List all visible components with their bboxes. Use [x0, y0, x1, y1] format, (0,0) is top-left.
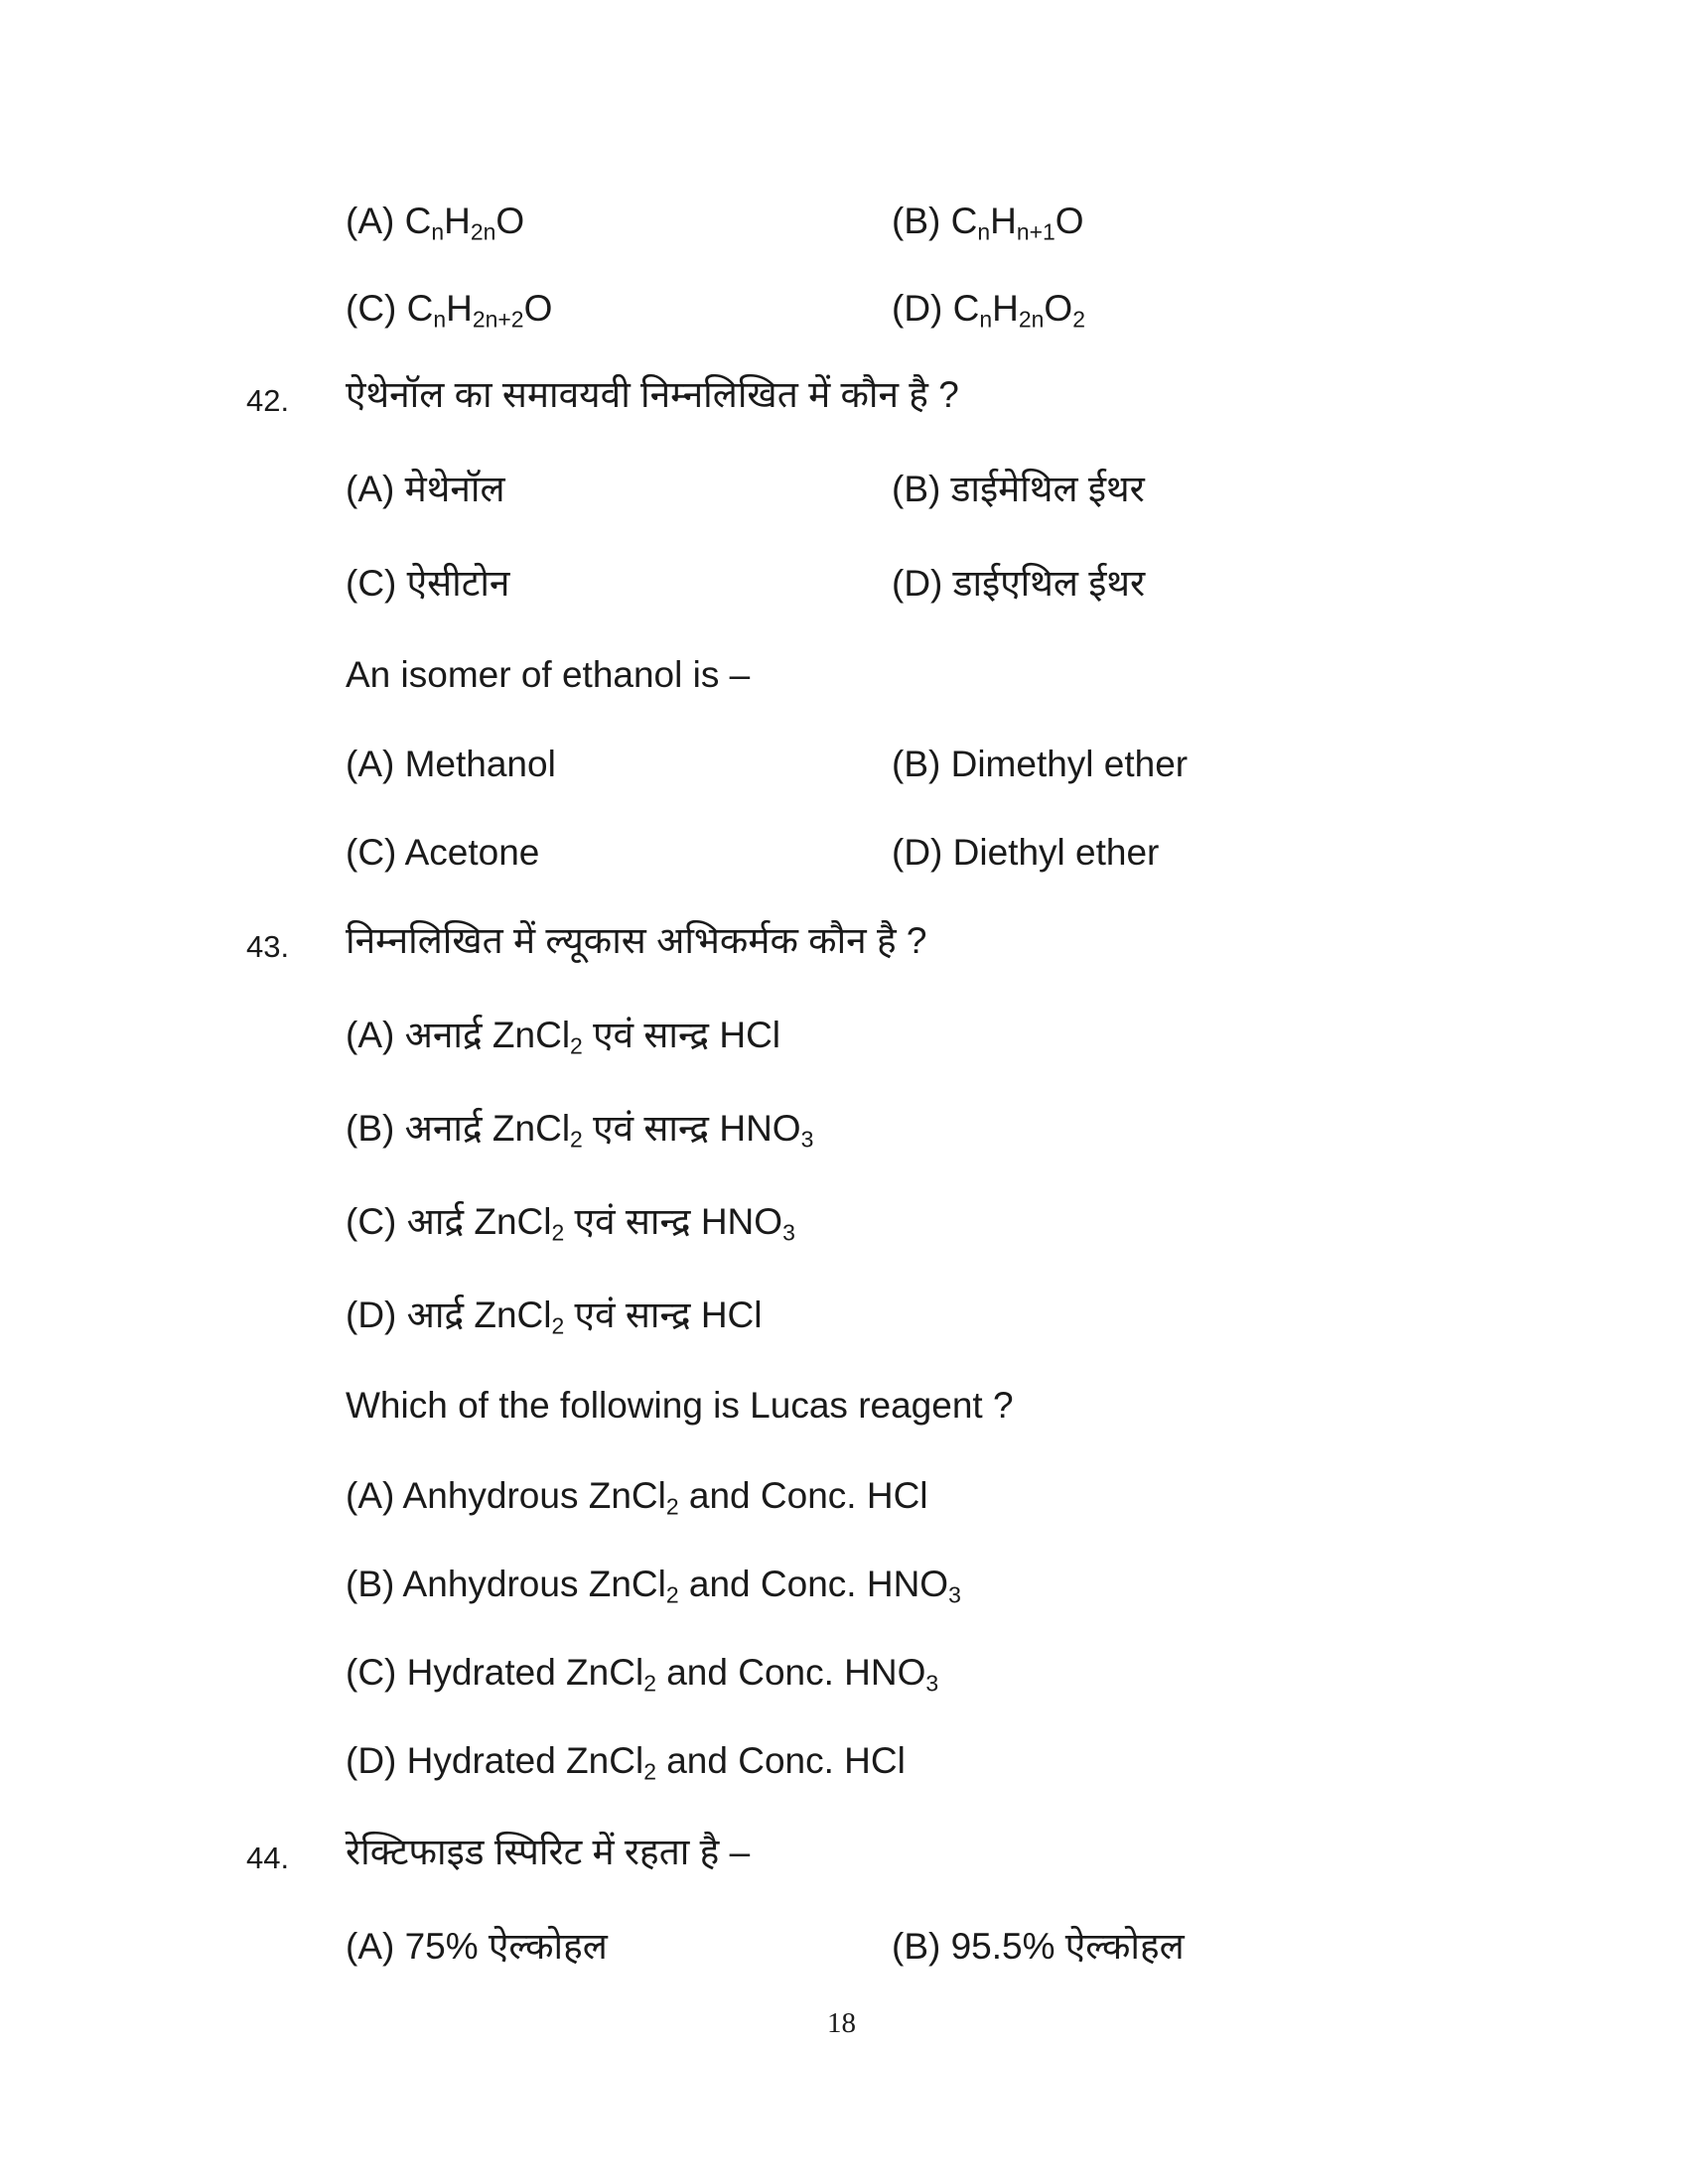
- q42-question-hindi: ऐथेनॉल का समावयवी निम्नलिखित में कौन है ?: [346, 374, 959, 415]
- q43-question-english: Which of the following is Lucas reagent ?: [346, 1385, 1014, 1426]
- q44-hindi-option-b: (B) 95.5% ऐल्कोहल: [892, 1926, 1185, 1967]
- q42-english-option-c: (C) Acetone: [346, 832, 540, 873]
- q43-hindi-option-b: (B) अनार्द्र ZnCl$_2$ एवं सान्द्र $HNO_3$: [346, 1108, 814, 1153]
- q43-english-option-c: (C) Hydrated ZnCl$_2$ and Conc. $HNO_3$: [346, 1652, 939, 1697]
- q44-number: 44.: [246, 1841, 290, 1875]
- q43-hindi-option-c: (C) आर्द्र ZnCl$_2$ एवं सान्द्र $HNO_3$: [346, 1201, 795, 1246]
- q43-number: 43.: [246, 929, 290, 964]
- q41-option-c: (C) $C_nH_{2n+2}O$: [346, 288, 553, 333]
- q44-question-hindi: रेक्टिफाइड स्पिरिट में रहता है –: [346, 1832, 751, 1872]
- q41-option-d: (D) $C_nH_{2n}O_2$: [892, 288, 1085, 333]
- page-number: 18: [827, 2007, 856, 2039]
- q41-option-b: (B) $C_nH_{n+1}O$: [892, 201, 1084, 245]
- q43-question-hindi: निम्नलिखित में ल्यूकास अभिकर्मक कौन है ?: [346, 920, 927, 961]
- q42-hindi-option-b: (B) डाईमेथिल ईथर: [892, 469, 1145, 509]
- q43-hindi-option-d: (D) आर्द्र ZnCl$_2$ एवं सान्द्र HCl: [346, 1295, 763, 1339]
- q42-english-option-b: (B) Dimethyl ether: [892, 744, 1189, 784]
- q42-question-english: An isomer of ethanol is –: [346, 654, 751, 695]
- q44-hindi-option-a: (A) 75% ऐल्कोहल: [346, 1926, 608, 1967]
- q43-english-option-d: (D) Hydrated ZnCl$_2$ and Conc. HCl: [346, 1740, 906, 1785]
- q42-hindi-option-d: (D) डाईएथिल ईथर: [892, 563, 1146, 604]
- q42-hindi-option-a: (A) मेथेनॉल: [346, 469, 505, 509]
- q43-hindi-option-a: (A) अनार्द्र ZnCl$_2$ एवं सान्द्र HCl: [346, 1015, 781, 1059]
- q42-hindi-option-c: (C) ऐसीटोन: [346, 563, 510, 604]
- q42-english-option-a: (A) Methanol: [346, 744, 556, 784]
- q43-english-option-a: (A) Anhydrous ZnCl$_2$ and Conc. HCl: [346, 1475, 928, 1520]
- q42-number: 42.: [246, 383, 290, 418]
- q42-english-option-d: (D) Diethyl ether: [892, 832, 1160, 873]
- q43-english-option-b: (B) Anhydrous ZnCl$_2$ and Conc. $HNO_3$: [346, 1564, 961, 1608]
- q41-option-a: (A) $C_nH_{2n}O$: [346, 201, 525, 245]
